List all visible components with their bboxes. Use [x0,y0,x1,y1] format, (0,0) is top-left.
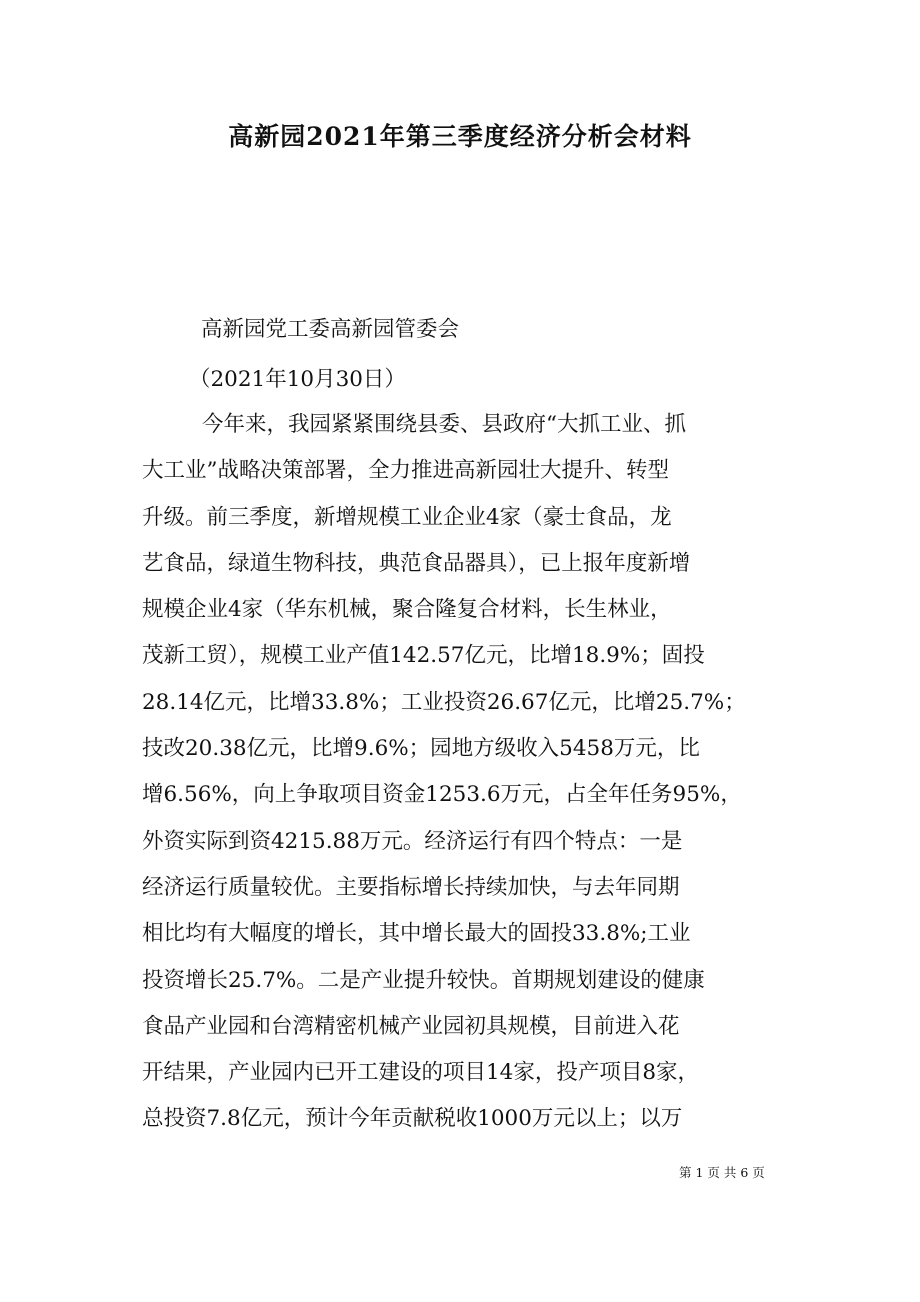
body-line: 今年来，我园紧紧围绕县委、县政府“大抓工业、抓 [202,412,686,437]
issuing-organization: 高新园党工委高新园管委会 [201,317,460,342]
document-date: （2021年10月30日） [189,367,406,392]
body-line: 外资实际到资4215.88万元。经济运行有四个特点：一是 [142,828,683,854]
body-line: 投资增长25.7%。二是产业提升较快。首期规划建设的健康 [142,967,705,993]
body-line: 开结果，产业园内已开工建设的项目14家，投产项目8家， [142,1060,700,1086]
body-line: 总投资7.8亿元，预计今年贡献税收1000万元以上；以万 [142,1106,683,1132]
body-line: 经济运行质量较优。主要指标增长持续加快，与去年同期 [142,874,680,900]
body-line: 艺食品，绿道生物科技，典范食品器具），已上报年度新增 [142,550,691,576]
body-line: 茂新工贸），规模工业产值142.57亿元，比增18.9%；固投 [142,643,705,669]
body-line: 大工业”战略决策部署，全力推进高新园壮大提升、转型 [142,458,669,484]
body-line: 28.14亿元，比增33.8%；工业投资26.67亿元，比增25.7%； [142,689,746,715]
page-footer: 第 1 页 共 6 页 [679,1165,765,1180]
body-line: 规模企业4家（华东机械，聚合隆复合材料，长生林业， [142,597,672,623]
body-line: 升级。前三季度，新增规模工业企业4家（豪士食品，龙 [142,504,672,530]
body-line: 食品产业园和台湾精密机械产业园初具规模，目前进入花 [142,1013,680,1039]
body-line: 技改20.38亿元，比增9.6%；园地方级收入5458万元，比 [142,736,700,762]
body-line: 相比均有大幅度的增长，其中增长最大的固投33.8%;工业 [142,921,691,947]
body-line: 增6.56%，向上争取项目资金1253.6万元，占全年任务95%， [142,782,742,808]
document-title: 高新园2021年第三季度经济分析会材料 [228,122,692,151]
body-text [142,410,782,1151]
